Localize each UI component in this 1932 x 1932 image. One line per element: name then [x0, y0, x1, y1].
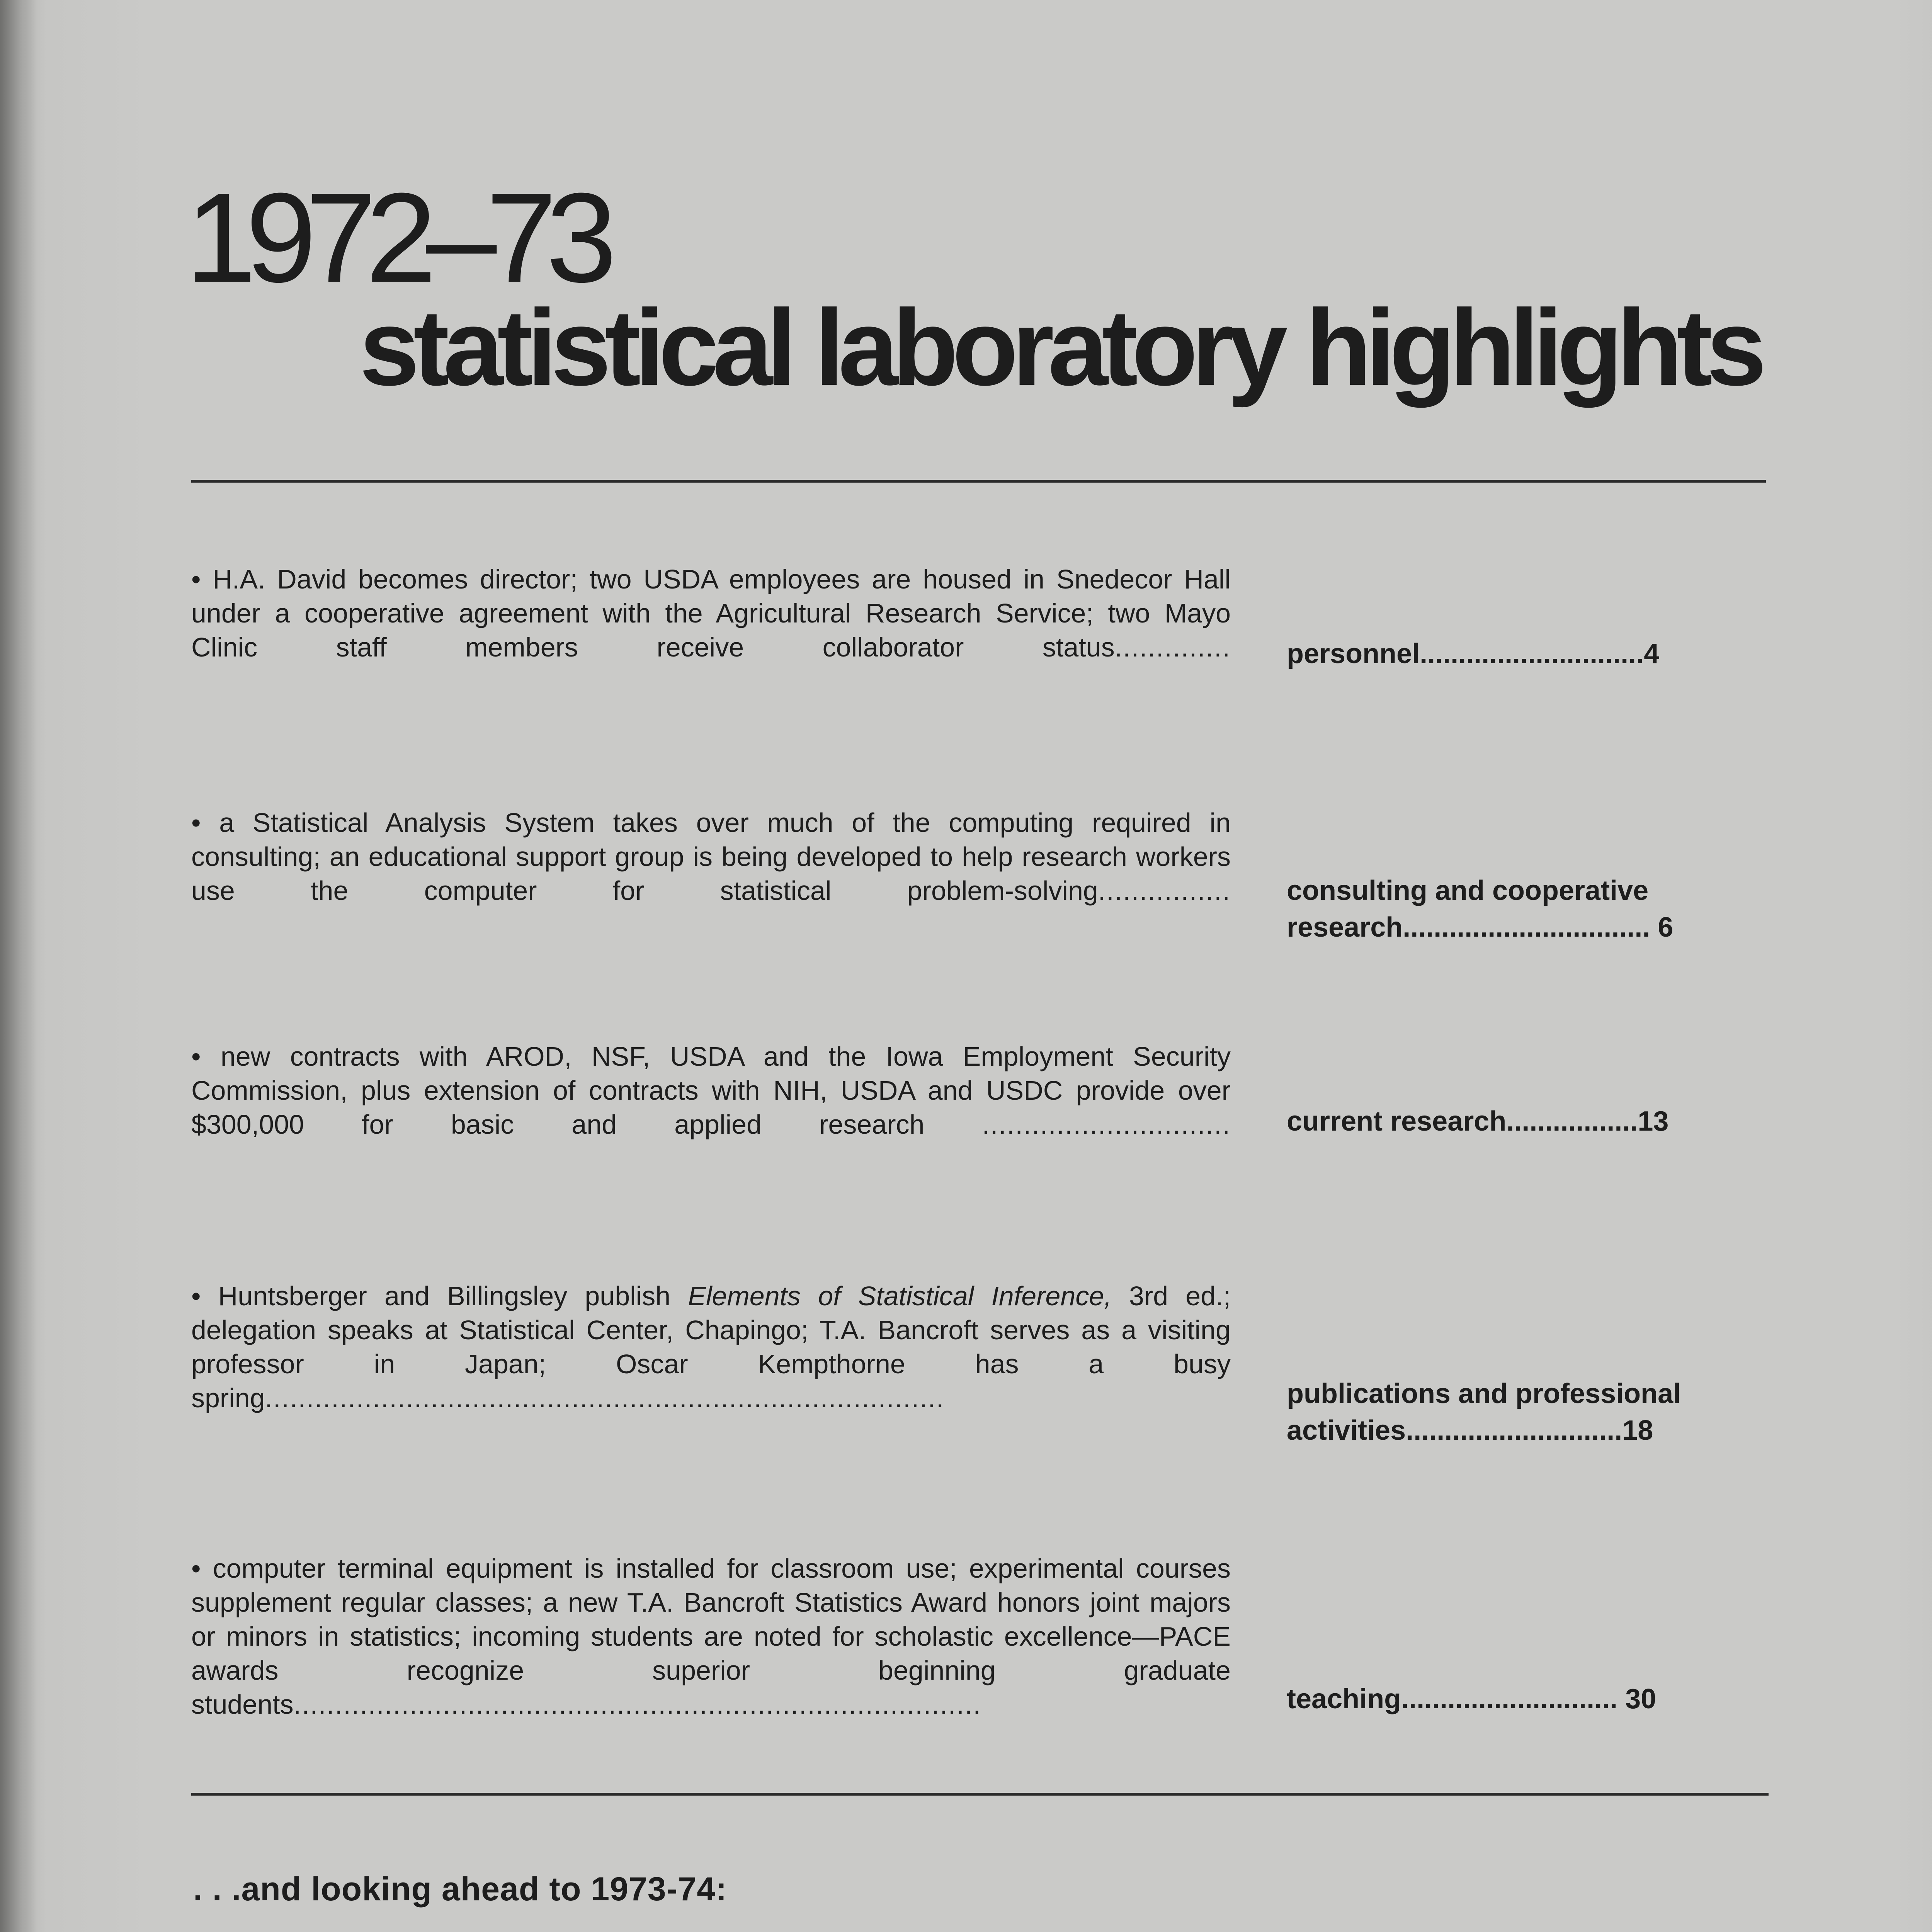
looking-ahead-heading: . . .and looking ahead to 1973-74:: [193, 1871, 727, 1908]
highlight-text-publications: • Huntsberger and Billingsley publish Elements of Statistical Inference, 3rd ed.; delegation speaks at Statistical Center, Chapingo; T.A. Bancroft serves as a visiting professor in Japan; Oscar Kempthorne has a busy spring..................................................................................: [191, 1281, 1231, 1413]
top-divider: [191, 480, 1766, 483]
highlight-label-publications: publications and professional activities............................18: [1287, 1378, 1681, 1446]
title-year: 1972–73: [185, 166, 606, 309]
binding-shadow: [0, 0, 37, 1932]
bottom-divider: [191, 1793, 1769, 1796]
highlight-text-research: • new contracts with AROD, NSF, USDA and the Iowa Employment Security Commission, plus extension of contracts with NIH, USDA and USDC provide over $300,000 for basic and applied research ..............................: [191, 1041, 1231, 1139]
highlight-label-teaching: teaching............................ 30: [1287, 1684, 1656, 1714]
highlight-label-consulting: consulting and cooperative research................................ 6: [1287, 875, 1673, 943]
highlight-text-consulting: • a Statistical Analysis System takes over much of the computing required in consulting; an educational support group is being developed to help research workers use the computer for statistical problem-solving................: [191, 808, 1231, 906]
highlight-label-personnel: personnel.............................4: [1287, 638, 1660, 669]
highlight-label-research: current research.................13: [1287, 1106, 1669, 1137]
highlight-text-personnel: • H.A. David becomes director; two USDA employees are housed in Snedecor Hall under a cooperative agreement with the Agricultural Research Service; two Mayo Clinic staff members receive collaborator status..............: [191, 564, 1231, 662]
page-title: statistical laboratory highlights: [359, 287, 1761, 408]
highlight-text-teaching: • computer terminal equipment is installed for classroom use; experimental courses supplement regular classes; a new T.A. Bancroft Statistics Award honors joint majors or minors in statistics; incoming students are noted for scholastic excellence—PACE awards recognize superior beginning graduate students...................................................................................: [191, 1553, 1231, 1719]
